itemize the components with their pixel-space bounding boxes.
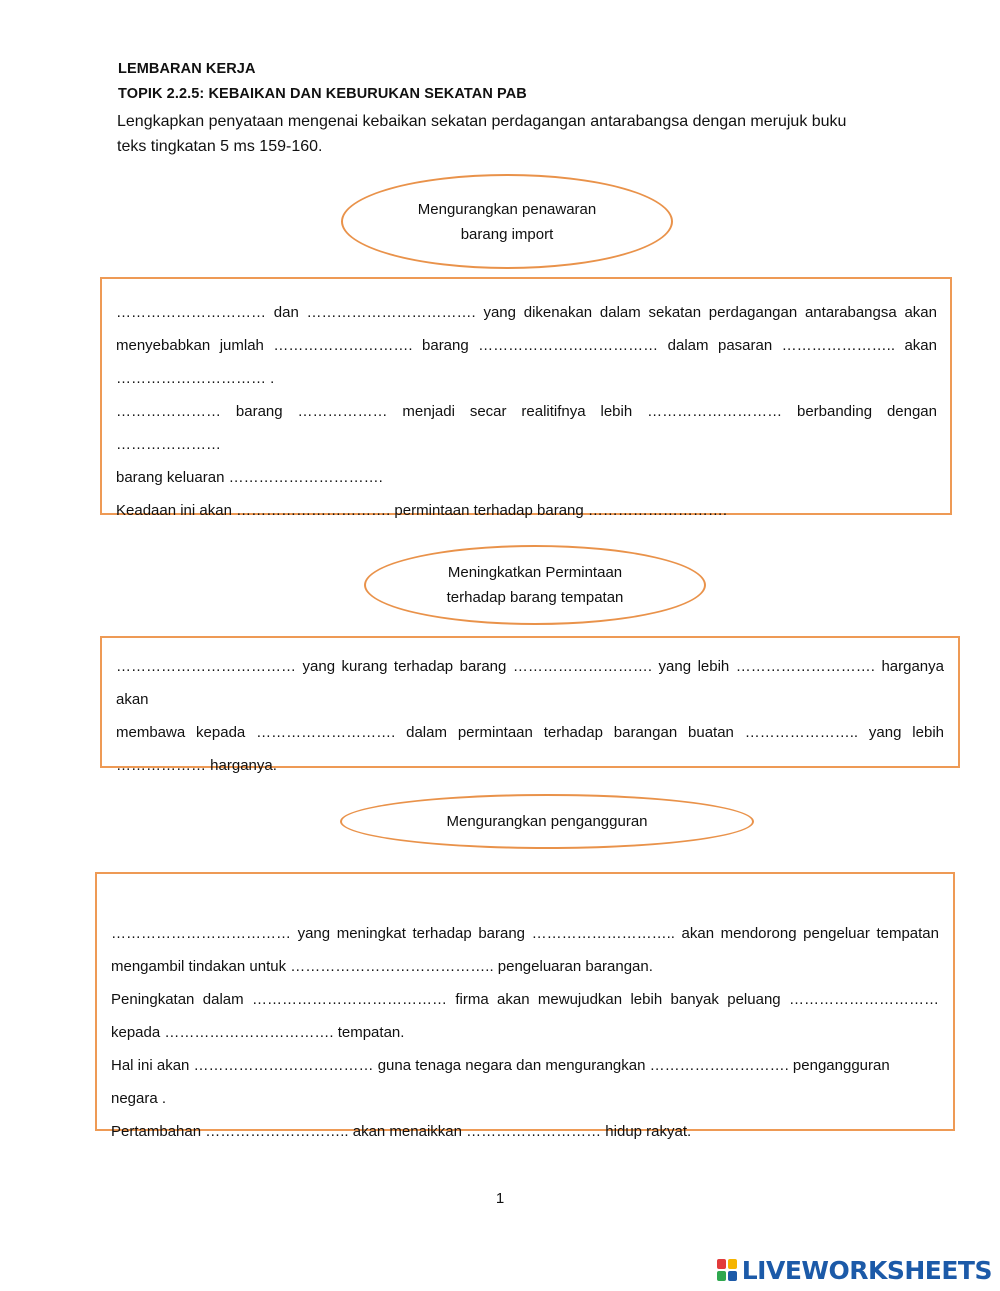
instructions-line-1: Lengkapkan penyataan mengenai kebaikan sekatan perdagangan antarabangsa dengan merujuk buku [117, 113, 847, 130]
worksheet-title: LEMBARAN KERJA [118, 61, 256, 77]
oval-heading-3 [340, 794, 754, 849]
box1-line-2: menyebabkan jumlah ………………………. barang ……………………………… dalam pasaran ………………….. akan [116, 337, 937, 354]
box2-line-3: ……………… harganya. [116, 757, 277, 774]
box3-line-3: Peningkatan dalam ………………………………… firma akan mewujudkan lebih banyak peluang ………………………… [111, 991, 939, 1008]
answer-box-3 [95, 872, 955, 1140]
oval-heading-1-line-2: barang import [460, 225, 554, 243]
box1-line-1: ………………………… dan ……………………………. yang dikenakan dalam sekatan perdagangan antarabangsa akan [116, 304, 937, 321]
answer-box-1 [100, 277, 952, 519]
box3-line-6: Pertambahan ……………………….. akan menaikkan ……………………… hidup rakyat. [111, 1123, 692, 1140]
box1-line-4: ………………… barang ……………… menjadi secar realitifnya lebih ……………………… berbanding dengan ………………… [116, 403, 937, 453]
oval-heading-1 [341, 174, 673, 269]
oval-heading-2 [364, 545, 706, 625]
oval-heading-2-line-2: terhadap barang tempatan [446, 589, 624, 606]
box1-line-5: barang keluaran …………………………. [116, 469, 383, 486]
instructions-line-2: teks tingkatan 5 ms 159-160. [117, 138, 323, 155]
oval-heading-1-line-1: Mengurangkan penawaran [417, 200, 597, 218]
instructions [117, 109, 877, 159]
box3-line-5: Hal ini akan ……………………………… guna tenaga negara dan mengurangkan ………………………. pengangguran negara . [111, 1057, 890, 1107]
box3-line-2: mengambil tindakan untuk ………………………………….. pengeluaran barangan. [111, 958, 653, 975]
box2-line-1: ……………………………… yang kurang terhadap barang ………………………. yang lebih ………………………. harganya akan [116, 658, 944, 708]
box3-line-1: ……………………………… yang meningkat terhadap barang ……………………….. akan mendorong pengeluar tempatan [111, 925, 939, 942]
liveworksheets-logo-text: LIVEWORKSHEETS [741, 1255, 992, 1285]
box1-line-3: ………………………… . [116, 370, 275, 387]
liveworksheets-logo[interactable] [716, 1255, 992, 1285]
oval-heading-2-line-1: Meningkatkan Permintaan [447, 564, 623, 581]
box1-line-6: Keadaan ini akan …………………………. permintaan terhadap barang ………………………. [116, 502, 728, 519]
page-number: 1 [495, 1190, 505, 1207]
box3-line-4: kepada ……………………………. tempatan. [111, 1024, 405, 1041]
topic-title: TOPIK 2.2.5: KEBAIKAN DAN KEBURUKAN SEKATAN PAB [118, 86, 527, 102]
liveworksheets-logo-icon [716, 1258, 738, 1282]
box2-line-2: membawa kepada ………………………. dalam permintaan terhadap barangan buatan ………………….. yang lebih [116, 724, 944, 741]
oval-heading-3-line-1: Mengurangkan pengangguran [446, 813, 648, 830]
answer-box-2 [100, 636, 960, 774]
